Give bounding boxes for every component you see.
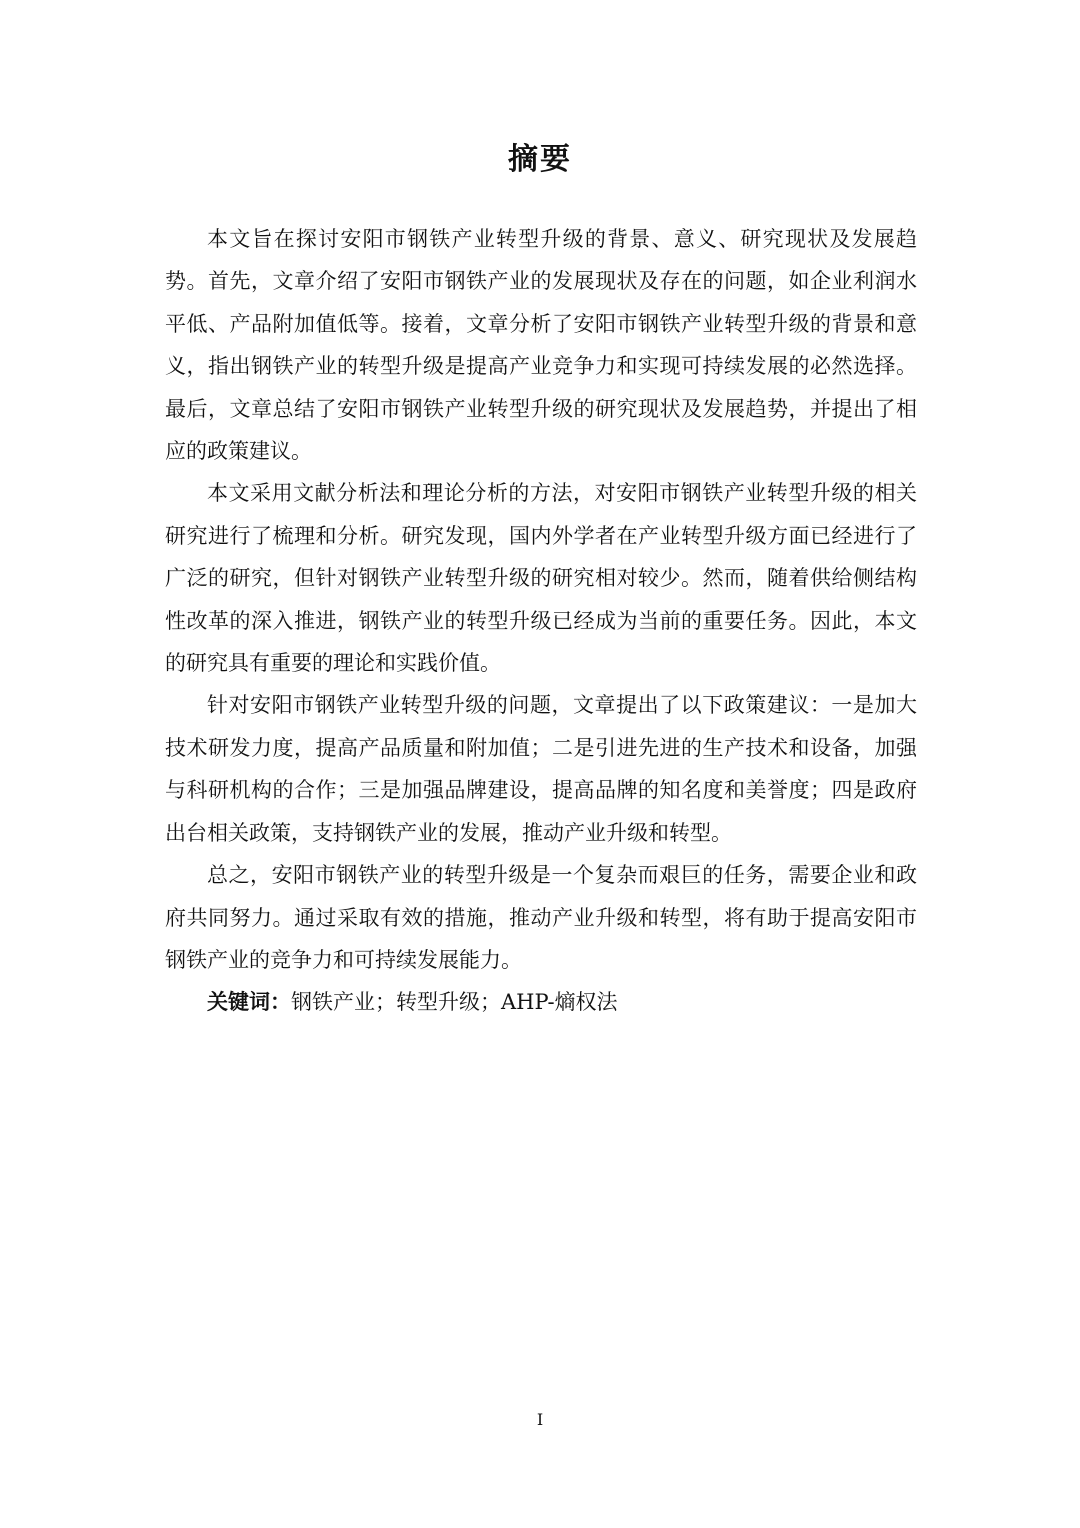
keywords-label: 关键词： [207,990,291,1015]
keywords-line [165,981,917,1023]
abstract-body [165,218,917,1024]
page-title: 摘要 [508,142,572,177]
page-number: I [536,1410,544,1429]
abstract-paragraph-4: 总之，安阳市钢铁产业的转型升级是一个复杂而艰巨的任务，需要企业和政府共同努力。通过采取有效的措施，推动产业升级和转型，将有助于提高安阳市钢铁产业的竞争力和可持续发展能力。 [165,863,917,972]
abstract-paragraph-2: 本文采用文献分析法和理论分析的方法，对安阳市钢铁产业转型升级的相关研究进行了梳理和分析。研究发现，国内外学者在产业转型升级方面已经进行了广泛的研究，但针对钢铁产业转型升级的研究相对较少。然而，随着供给侧结构性改革的深入推进，钢铁产业的转型升级已经成为当前的重要任务。因此，本文的研究具有重要的理论和实践价值。 [165,481,917,676]
keywords-text: 钢铁产业；转型升级；AHP-熵权法 [291,990,618,1015]
abstract-paragraph-3: 针对安阳市钢铁产业转型升级的问题，文章提出了以下政策建议：一是加大技术研发力度，提高产品质量和附加值；二是引进先进的生产技术和设备，加强与科研机构的合作；三是加强品牌建设，提高品牌的知名度和美誉度；四是政府出台相关政策，支持钢铁产业的发展，推动产业升级和转型。 [165,693,917,845]
abstract-paragraph-1: 本文旨在探讨安阳市钢铁产业转型升级的背景、意义、研究现状及发展趋势。首先，文章介绍了安阳市钢铁产业的发展现状及存在的问题，如企业利润水平低、产品附加值低等。接着，文章分析了安阳市钢铁产业转型升级的背景和意义，指出钢铁产业的转型升级是提高产业竞争力和实现可持续发展的必然选择。最后，文章总结了安阳市钢铁产业转型升级的研究现状及发展趋势，并提出了相应的政策建议。 [165,227,917,464]
